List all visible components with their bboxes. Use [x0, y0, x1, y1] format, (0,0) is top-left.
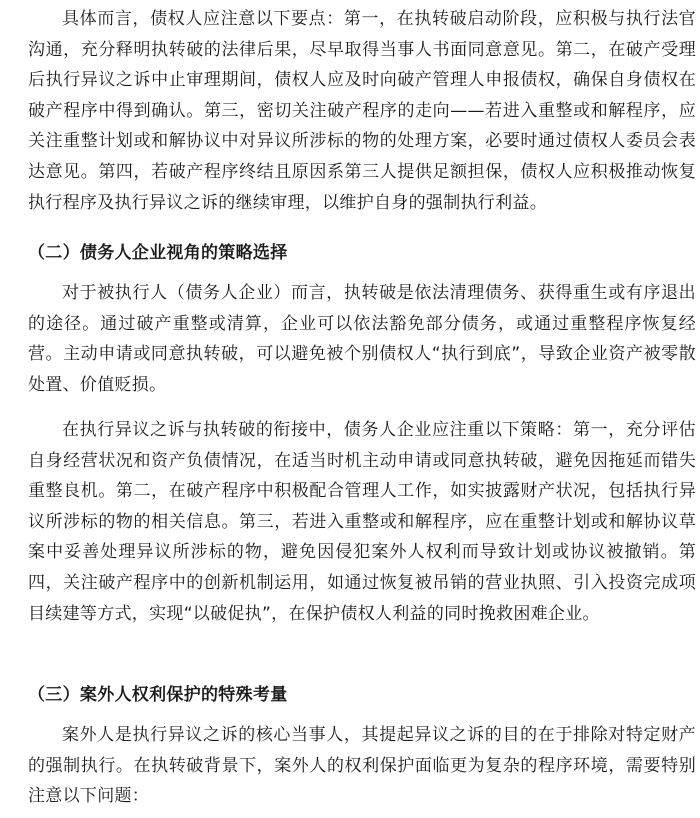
section-heading-third-party-protection: （三）案外人权利保护的特殊考量 — [28, 685, 288, 705]
paragraph-debtor-overview: 对于被执行人（债务人企业）而言，执转破是依法清理债务、获得重生或有序退出的途径。通过破产重整或清算，企业可以依法豁免部分债务，或通过重整程序恢复经营。主动申请或同意执转破，可以避免被个别债权人“执行到底”，导致企业资产被零散处置、价值贬损。 — [28, 283, 696, 395]
section-heading-debtor-strategy: （二）债务人企业视角的策略选择 — [28, 243, 288, 263]
paragraph-debtor-strategies: 在执行异议之诉与执转破的衔接中，债务人企业应注重以下策略：第一，充分评估自身经营状况和资产负债情况，在适当时机主动申请或同意执转破，避免因拖延而错失重整良机。第二，在破产程序中积极配合管理人工作，如实披露财产状况，包括执行异议所涉标的物的相关信息。第三，若进入重整或和解程序，应在重整计划或和解协议草案中妥善处理异议所涉标的物，避免因侵犯案外人权利而导致计划或协议被撤销。第四，关注破产程序中的创新机制运用，如通过恢复被吊销的营业执照、引入投资完成项目续建等方式，实现“以破促执”，在保护债权人利益的同时挽救困难企业。 — [28, 420, 696, 624]
paragraph-third-party-intro: 案外人是执行异议之诉的核心当事人，其提起异议之诉的目的在于排除对特定财产的强制执行。在执转破背景下，案外人的权利保护面临更为复杂的程序环境，需要特别注意以下问题： — [28, 725, 696, 807]
paragraph-creditor-points: 具体而言，债权人应注意以下要点：第一，在执转破启动阶段，应积极与执行法官沟通，充分释明执转破的法律后果，尽早取得当事人书面同意意见。第二，在破产受理后执行异议之诉中止审理期间，债权人应及时向破产管理人申报债权，确保自身债权在破产程序中得到确认。第三，密切关注破产程序的走向——若进入重整或和解程序，应关注重整计划或和解协议中对异议所涉标的物的处理方案，必要时通过债权人委员会表达意见。第四，若破产程序终结且原因系第三人提供足额担保，债权人应积极推动恢复执行程序及执行异议之诉的继续审理，以维护自身的强制执行利益。 — [28, 9, 696, 213]
